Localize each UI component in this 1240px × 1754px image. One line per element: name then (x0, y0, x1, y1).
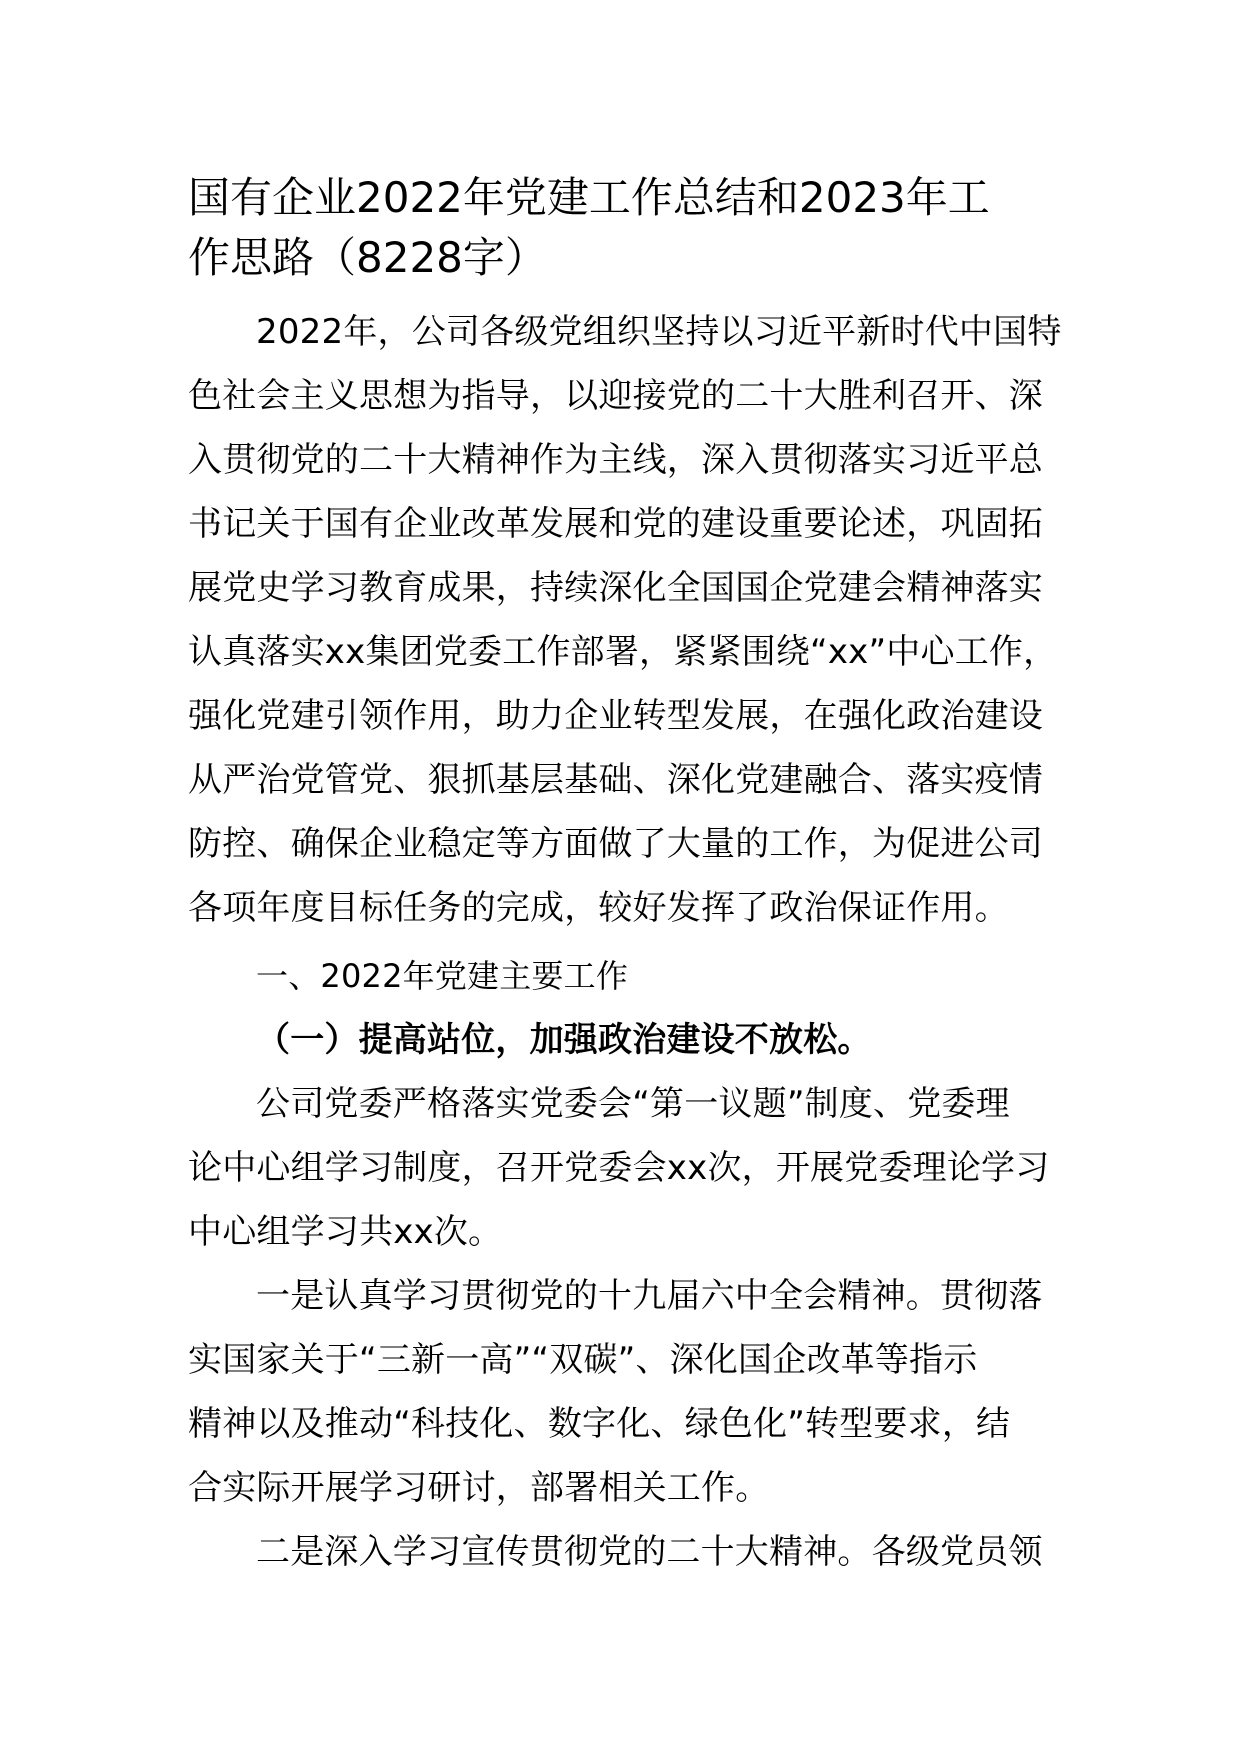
document-title (188, 168, 1068, 288)
intro-line: 防控、确保企业稳定等方面做了大量的工作，为促进公司 (188, 824, 1043, 864)
intro-line: 2022年，公司各级党组织坚持以习近平新时代中国特 (256, 312, 1062, 352)
document-body (188, 300, 1088, 1584)
paragraph-line: 实国家关于“三新一高”“双碳”、深化国企改革等指示 (188, 1340, 978, 1380)
subheading-text: （一）提高站位，加强政治建设不放松。 (256, 1020, 872, 1060)
paragraph-line: 中心组学习共xx次。 (188, 1212, 503, 1252)
paragraph-line: 合实际开展学习研讨，部署相关工作。 (188, 1468, 770, 1508)
section-heading-text: 一、2022年党建主要工作 (256, 957, 629, 995)
paragraph-line: 论中心组学习制度，召开党委会xx次，开展党委理论学习 (188, 1148, 1050, 1188)
section-heading (188, 944, 1088, 1008)
title-line-1: 国有企业2022年党建工作总结和2023年工 (188, 173, 990, 222)
intro-line: 各项年度目标任务的完成，较好发挥了政治保证作用。 (188, 888, 1009, 928)
paragraph-line: 一是认真学习贯彻党的十九届六中全会精神。贯彻落 (256, 1276, 1043, 1316)
title-line-2: 作思路（8228字） (188, 233, 547, 282)
paragraph-line: 精神以及推动“科技化、数字化、绿色化”转型要求，结 (188, 1404, 1011, 1444)
paragraph-line: 二是深入学习宣传贯彻党的二十大精神。各级党员领 (256, 1532, 1043, 1572)
intro-line: 展党史学习教育成果，持续深化全国国企党建会精神落实 (188, 568, 1043, 608)
paragraph-line: 公司党委严格落实党委会“第一议题”制度、党委理 (256, 1084, 1010, 1124)
paragraph-4 (188, 1520, 1088, 1584)
intro-line: 认真落实xx集团党委工作部署，紧紧围绕“xx”中心工作， (188, 632, 1058, 672)
subheading (188, 1008, 1088, 1072)
intro-paragraph (188, 300, 1088, 940)
paragraph-2 (188, 1072, 1088, 1264)
intro-line: 强化党建引领作用，助力企业转型发展，在强化政治建设 (188, 696, 1043, 736)
intro-line: 入贯彻党的二十大精神作为主线，深入贯彻落实习近平总 (188, 440, 1043, 480)
intro-line: 色社会主义思想为指导，以迎接党的二十大胜利召开、深 (188, 376, 1043, 416)
intro-line: 书记关于国有企业改革发展和党的建设重要论述，巩固拓 (188, 504, 1043, 544)
intro-line: 从严治党管党、狠抓基层基础、深化党建融合、落实疫情 (188, 760, 1043, 800)
paragraph-3 (188, 1264, 1088, 1520)
